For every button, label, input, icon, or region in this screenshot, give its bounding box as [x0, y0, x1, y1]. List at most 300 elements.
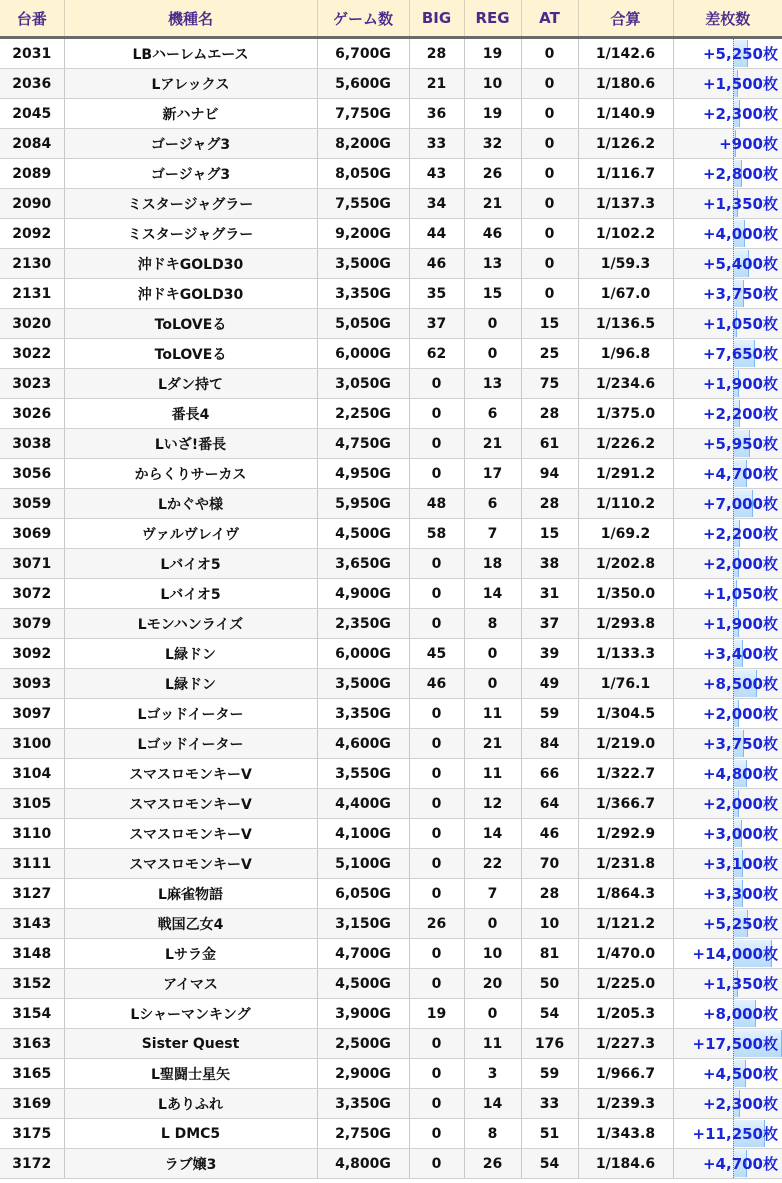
- machine-name-cell: ヴァルヴレイヴ: [64, 519, 317, 549]
- machine-number-cell: 3092: [0, 639, 64, 669]
- big-count-cell: 35: [409, 279, 464, 309]
- coin-difference-value: +2,000枚: [702, 705, 778, 723]
- reg-count-cell: 14: [464, 819, 521, 849]
- header-big[interactable]: BIG: [409, 0, 464, 38]
- big-count-cell: 0: [409, 1059, 464, 1089]
- reg-count-cell: 0: [464, 639, 521, 669]
- coin-difference-cell: [673, 519, 782, 549]
- machine-number-cell: 3038: [0, 429, 64, 459]
- big-count-cell: 43: [409, 159, 464, 189]
- game-count-cell: 3,500G: [317, 249, 409, 279]
- table-row[interactable]: [0, 38, 782, 69]
- machine-number-cell: 3175: [0, 1119, 64, 1149]
- machine-number-cell: 3165: [0, 1059, 64, 1089]
- combined-probability-cell: 1/96.8: [578, 339, 673, 369]
- combined-probability-cell: 1/133.3: [578, 639, 673, 669]
- coin-difference-value: +17,500枚: [692, 1035, 778, 1053]
- combined-probability-cell: 1/219.0: [578, 729, 673, 759]
- reg-count-cell: 0: [464, 339, 521, 369]
- combined-probability-cell: 1/76.1: [578, 669, 673, 699]
- reg-count-cell: 17: [464, 459, 521, 489]
- coin-difference-cell: [673, 159, 782, 189]
- big-count-cell: 0: [409, 1089, 464, 1119]
- reg-count-cell: 22: [464, 849, 521, 879]
- coin-difference-cell: [673, 1059, 782, 1089]
- big-count-cell: 37: [409, 309, 464, 339]
- game-count-cell: 4,750G: [317, 429, 409, 459]
- table-row[interactable]: [0, 849, 782, 879]
- at-count-cell: 66: [521, 759, 578, 789]
- at-count-cell: 81: [521, 939, 578, 969]
- at-count-cell: 0: [521, 159, 578, 189]
- machine-name-cell: Lゴッドイーター: [64, 729, 317, 759]
- at-count-cell: 15: [521, 309, 578, 339]
- coin-difference-value: +1,500枚: [702, 75, 778, 93]
- reg-count-cell: 0: [464, 309, 521, 339]
- header-machine-number[interactable]: 台番: [0, 0, 64, 38]
- reg-count-cell: 11: [464, 1029, 521, 1059]
- table-row[interactable]: [0, 399, 782, 429]
- machine-number-cell: 2089: [0, 159, 64, 189]
- table-row[interactable]: [0, 1089, 782, 1119]
- table-row[interactable]: [0, 519, 782, 549]
- table-row[interactable]: [0, 1059, 782, 1089]
- combined-probability-cell: 1/470.0: [578, 939, 673, 969]
- coin-difference-cell: [673, 909, 782, 939]
- game-count-cell: 3,150G: [317, 909, 409, 939]
- at-count-cell: 0: [521, 219, 578, 249]
- table-row[interactable]: [0, 1029, 782, 1059]
- coin-difference-value: +4,700枚: [702, 465, 778, 483]
- machine-name-cell: からくりサーカス: [64, 459, 317, 489]
- at-count-cell: 0: [521, 249, 578, 279]
- machine-name-cell: ゴージャグ3: [64, 159, 317, 189]
- coin-difference-cell: [673, 459, 782, 489]
- big-count-cell: 0: [409, 849, 464, 879]
- coin-difference-value: +14,000枚: [692, 945, 778, 963]
- machine-name-cell: Lかぐや様: [64, 489, 317, 519]
- machine-number-cell: 2090: [0, 189, 64, 219]
- reg-count-cell: 21: [464, 729, 521, 759]
- table-row[interactable]: [0, 309, 782, 339]
- big-count-cell: 46: [409, 669, 464, 699]
- machine-number-cell: 3154: [0, 999, 64, 1029]
- big-count-cell: 34: [409, 189, 464, 219]
- big-count-cell: 0: [409, 399, 464, 429]
- combined-probability-cell: 1/121.2: [578, 909, 673, 939]
- table-row[interactable]: [0, 909, 782, 939]
- coin-difference-cell: [673, 849, 782, 879]
- reg-count-cell: 11: [464, 759, 521, 789]
- table-row[interactable]: [0, 69, 782, 99]
- table-row[interactable]: [0, 129, 782, 159]
- machine-name-cell: ミスタージャグラー: [64, 189, 317, 219]
- table-row[interactable]: [0, 249, 782, 279]
- coin-difference-cell: [673, 69, 782, 99]
- coin-difference-cell: [673, 219, 782, 249]
- machine-name-cell: Lアレックス: [64, 69, 317, 99]
- combined-probability-cell: 1/126.2: [578, 129, 673, 159]
- at-count-cell: 0: [521, 99, 578, 129]
- reg-count-cell: 13: [464, 249, 521, 279]
- coin-difference-cell: [673, 549, 782, 579]
- at-count-cell: 0: [521, 129, 578, 159]
- machine-number-cell: 2036: [0, 69, 64, 99]
- at-count-cell: 0: [521, 279, 578, 309]
- table-header: [0, 0, 782, 38]
- table-row[interactable]: [0, 369, 782, 399]
- table-row[interactable]: [0, 429, 782, 459]
- game-count-cell: 8,200G: [317, 129, 409, 159]
- coin-difference-cell: [673, 1089, 782, 1119]
- at-count-cell: 54: [521, 1149, 578, 1179]
- combined-probability-cell: 1/239.3: [578, 1089, 673, 1119]
- reg-count-cell: 32: [464, 129, 521, 159]
- machine-name-cell: Lシャーマンキング: [64, 999, 317, 1029]
- combined-probability-cell: 1/322.7: [578, 759, 673, 789]
- reg-count-cell: 3: [464, 1059, 521, 1089]
- coin-difference-value: +8,500枚: [702, 675, 778, 693]
- machine-name-cell: Lありふれ: [64, 1089, 317, 1119]
- game-count-cell: 4,800G: [317, 1149, 409, 1179]
- coin-difference-value: +3,750枚: [702, 735, 778, 753]
- reg-count-cell: 0: [464, 909, 521, 939]
- game-count-cell: 6,050G: [317, 879, 409, 909]
- reg-count-cell: 6: [464, 489, 521, 519]
- at-count-cell: 0: [521, 69, 578, 99]
- coin-difference-cell: [673, 279, 782, 309]
- big-count-cell: 0: [409, 549, 464, 579]
- header-game-count[interactable]: ゲーム数: [317, 0, 409, 38]
- coin-difference-cell: [673, 729, 782, 759]
- coin-difference-cell: [673, 1029, 782, 1059]
- coin-difference-value: +900枚: [719, 135, 778, 153]
- coin-difference-cell: [673, 129, 782, 159]
- big-count-cell: 0: [409, 1119, 464, 1149]
- reg-count-cell: 11: [464, 699, 521, 729]
- machine-name-cell: Lサラ金: [64, 939, 317, 969]
- reg-count-cell: 18: [464, 549, 521, 579]
- coin-difference-value: +4,500枚: [702, 1065, 778, 1083]
- combined-probability-cell: 1/375.0: [578, 399, 673, 429]
- combined-probability-cell: 1/67.0: [578, 279, 673, 309]
- machine-number-cell: 2092: [0, 219, 64, 249]
- machine-number-cell: 3104: [0, 759, 64, 789]
- at-count-cell: 61: [521, 429, 578, 459]
- combined-probability-cell: 1/205.3: [578, 999, 673, 1029]
- big-count-cell: 45: [409, 639, 464, 669]
- machine-number-cell: 3105: [0, 789, 64, 819]
- big-count-cell: 0: [409, 609, 464, 639]
- header-combined-probability[interactable]: 合算: [578, 0, 673, 38]
- machine-number-cell: 3056: [0, 459, 64, 489]
- machine-number-cell: 3097: [0, 699, 64, 729]
- big-count-cell: 36: [409, 99, 464, 129]
- reg-count-cell: 8: [464, 1119, 521, 1149]
- reg-count-cell: 6: [464, 399, 521, 429]
- table-row[interactable]: [0, 219, 782, 249]
- table-row[interactable]: [0, 549, 782, 579]
- big-count-cell: 0: [409, 429, 464, 459]
- machine-name-cell: スマスロモンキーV: [64, 819, 317, 849]
- table-row[interactable]: [0, 699, 782, 729]
- machine-number-cell: 3163: [0, 1029, 64, 1059]
- table-row[interactable]: [0, 969, 782, 999]
- combined-probability-cell: 1/350.0: [578, 579, 673, 609]
- coin-difference-value: +5,250枚: [702, 915, 778, 933]
- game-count-cell: 2,900G: [317, 1059, 409, 1089]
- game-count-cell: 6,700G: [317, 38, 409, 69]
- big-count-cell: 0: [409, 969, 464, 999]
- game-count-cell: 2,500G: [317, 1029, 409, 1059]
- at-count-cell: 0: [521, 189, 578, 219]
- game-count-cell: 6,000G: [317, 639, 409, 669]
- table-row[interactable]: [0, 999, 782, 1029]
- game-count-cell: 3,350G: [317, 279, 409, 309]
- table-body: [0, 38, 782, 1179]
- machine-number-cell: 3072: [0, 579, 64, 609]
- machine-name-cell: Lいざ!番長: [64, 429, 317, 459]
- at-count-cell: 39: [521, 639, 578, 669]
- big-count-cell: 44: [409, 219, 464, 249]
- coin-difference-value: +4,700枚: [702, 1155, 778, 1173]
- big-count-cell: 0: [409, 789, 464, 819]
- machine-number-cell: 3111: [0, 849, 64, 879]
- game-count-cell: 7,750G: [317, 99, 409, 129]
- table-row[interactable]: [0, 879, 782, 909]
- combined-probability-cell: 1/292.9: [578, 819, 673, 849]
- combined-probability-cell: 1/343.8: [578, 1119, 673, 1149]
- at-count-cell: 33: [521, 1089, 578, 1119]
- game-count-cell: 5,600G: [317, 69, 409, 99]
- game-count-cell: 2,750G: [317, 1119, 409, 1149]
- coin-difference-value: +1,900枚: [702, 615, 778, 633]
- coin-difference-value: +2,800枚: [702, 165, 778, 183]
- machine-name-cell: Lゴッドイーター: [64, 699, 317, 729]
- header-at[interactable]: AT: [521, 0, 578, 38]
- combined-probability-cell: 1/966.7: [578, 1059, 673, 1089]
- table-row[interactable]: [0, 279, 782, 309]
- machine-name-cell: ToLOVEる: [64, 309, 317, 339]
- big-count-cell: 33: [409, 129, 464, 159]
- big-count-cell: 0: [409, 459, 464, 489]
- big-count-cell: 58: [409, 519, 464, 549]
- game-count-cell: 4,950G: [317, 459, 409, 489]
- table-row[interactable]: [0, 819, 782, 849]
- machine-name-cell: Sister Quest: [64, 1029, 317, 1059]
- machine-number-cell: 3026: [0, 399, 64, 429]
- machine-number-cell: 3071: [0, 549, 64, 579]
- at-count-cell: 28: [521, 489, 578, 519]
- coin-difference-cell: [673, 369, 782, 399]
- table-row[interactable]: [0, 459, 782, 489]
- machine-number-cell: 2084: [0, 129, 64, 159]
- machine-number-cell: 3100: [0, 729, 64, 759]
- reg-count-cell: 7: [464, 519, 521, 549]
- reg-count-cell: 46: [464, 219, 521, 249]
- coin-difference-value: +3,400枚: [702, 645, 778, 663]
- coin-difference-cell: [673, 99, 782, 129]
- reg-count-cell: 15: [464, 279, 521, 309]
- coin-difference-value: +2,200枚: [702, 405, 778, 423]
- game-count-cell: 4,600G: [317, 729, 409, 759]
- combined-probability-cell: 1/137.3: [578, 189, 673, 219]
- at-count-cell: 28: [521, 879, 578, 909]
- at-count-cell: 50: [521, 969, 578, 999]
- machine-number-cell: 3143: [0, 909, 64, 939]
- table-row[interactable]: [0, 759, 782, 789]
- machine-name-cell: L緑ドン: [64, 669, 317, 699]
- coin-difference-value: +2,300枚: [702, 1095, 778, 1113]
- at-count-cell: 10: [521, 909, 578, 939]
- machine-name-cell: ゴージャグ3: [64, 129, 317, 159]
- at-count-cell: 94: [521, 459, 578, 489]
- reg-count-cell: 19: [464, 99, 521, 129]
- coin-difference-value: +2,200枚: [702, 525, 778, 543]
- game-count-cell: 3,350G: [317, 1089, 409, 1119]
- at-count-cell: 176: [521, 1029, 578, 1059]
- combined-probability-cell: 1/184.6: [578, 1149, 673, 1179]
- game-count-cell: 9,200G: [317, 219, 409, 249]
- game-count-cell: 4,500G: [317, 969, 409, 999]
- coin-difference-value: +1,050枚: [702, 315, 778, 333]
- combined-probability-cell: 1/180.6: [578, 69, 673, 99]
- machine-number-cell: 3079: [0, 609, 64, 639]
- coin-difference-value: +1,350枚: [702, 195, 778, 213]
- reg-count-cell: 7: [464, 879, 521, 909]
- at-count-cell: 15: [521, 519, 578, 549]
- machine-name-cell: LBハーレムエース: [64, 38, 317, 69]
- game-count-cell: 3,050G: [317, 369, 409, 399]
- combined-probability-cell: 1/291.2: [578, 459, 673, 489]
- game-count-cell: 4,900G: [317, 579, 409, 609]
- machine-number-cell: 3152: [0, 969, 64, 999]
- big-count-cell: 0: [409, 729, 464, 759]
- big-count-cell: 0: [409, 879, 464, 909]
- combined-probability-cell: 1/202.8: [578, 549, 673, 579]
- at-count-cell: 59: [521, 699, 578, 729]
- table-row[interactable]: [0, 579, 782, 609]
- reg-count-cell: 13: [464, 369, 521, 399]
- machine-name-cell: L緑ドン: [64, 639, 317, 669]
- header-coin-difference[interactable]: 差枚数: [673, 0, 782, 38]
- at-count-cell: 54: [521, 999, 578, 1029]
- machine-name-cell: 新ハナビ: [64, 99, 317, 129]
- coin-difference-cell: [673, 249, 782, 279]
- machine-number-cell: 3059: [0, 489, 64, 519]
- game-count-cell: 3,500G: [317, 669, 409, 699]
- game-count-cell: 6,000G: [317, 339, 409, 369]
- combined-probability-cell: 1/140.9: [578, 99, 673, 129]
- at-count-cell: 70: [521, 849, 578, 879]
- header-machine-name[interactable]: 機種名: [64, 0, 317, 38]
- machine-name-cell: Lダン持て: [64, 369, 317, 399]
- coin-difference-cell: [673, 309, 782, 339]
- machine-name-cell: L聖闘士星矢: [64, 1059, 317, 1089]
- coin-difference-value: +3,000枚: [702, 825, 778, 843]
- table-row[interactable]: [0, 669, 782, 699]
- machine-number-cell: 3127: [0, 879, 64, 909]
- machine-number-cell: 3148: [0, 939, 64, 969]
- table-row[interactable]: [0, 339, 782, 369]
- machine-number-cell: 3172: [0, 1149, 64, 1179]
- table-row[interactable]: [0, 1119, 782, 1149]
- reg-count-cell: 26: [464, 159, 521, 189]
- coin-difference-value: +5,250枚: [702, 45, 778, 63]
- machine-number-cell: 3020: [0, 309, 64, 339]
- at-count-cell: 46: [521, 819, 578, 849]
- coin-difference-cell: [673, 819, 782, 849]
- machine-name-cell: ToLOVEる: [64, 339, 317, 369]
- coin-difference-value: +5,950枚: [702, 435, 778, 453]
- coin-difference-value: +4,800枚: [702, 765, 778, 783]
- coin-difference-cell: [673, 939, 782, 969]
- reg-count-cell: 10: [464, 939, 521, 969]
- machine-name-cell: ラブ嬢3: [64, 1149, 317, 1179]
- game-count-cell: 7,550G: [317, 189, 409, 219]
- combined-probability-cell: 1/864.3: [578, 879, 673, 909]
- machine-name-cell: ミスタージャグラー: [64, 219, 317, 249]
- game-count-cell: 4,400G: [317, 789, 409, 819]
- table-row[interactable]: [0, 939, 782, 969]
- big-count-cell: 0: [409, 699, 464, 729]
- coin-difference-value: +3,100枚: [702, 855, 778, 873]
- table-row[interactable]: [0, 1149, 782, 1179]
- coin-difference-value: +1,050枚: [702, 585, 778, 603]
- combined-probability-cell: 1/136.5: [578, 309, 673, 339]
- table-row[interactable]: [0, 729, 782, 759]
- coin-difference-value: +2,300枚: [702, 105, 778, 123]
- header-reg[interactable]: REG: [464, 0, 521, 38]
- coin-difference-value: +1,350枚: [702, 975, 778, 993]
- machine-name-cell: アイマス: [64, 969, 317, 999]
- table-row[interactable]: [0, 609, 782, 639]
- reg-count-cell: 14: [464, 1089, 521, 1119]
- coin-difference-cell: [673, 579, 782, 609]
- machine-name-cell: Lバイオ5: [64, 579, 317, 609]
- coin-difference-cell: [673, 1149, 782, 1179]
- big-count-cell: 19: [409, 999, 464, 1029]
- reg-count-cell: 19: [464, 38, 521, 69]
- coin-difference-cell: [673, 759, 782, 789]
- big-count-cell: 0: [409, 1149, 464, 1179]
- big-count-cell: 0: [409, 819, 464, 849]
- coin-difference-cell: [673, 969, 782, 999]
- machine-name-cell: 沖ドキGOLD30: [64, 249, 317, 279]
- big-count-cell: 0: [409, 369, 464, 399]
- reg-count-cell: 20: [464, 969, 521, 999]
- machine-number-cell: 3022: [0, 339, 64, 369]
- table-row[interactable]: [0, 159, 782, 189]
- coin-difference-value: +2,000枚: [702, 555, 778, 573]
- game-count-cell: 4,700G: [317, 939, 409, 969]
- table-row[interactable]: [0, 99, 782, 129]
- coin-difference-cell: [673, 399, 782, 429]
- combined-probability-cell: 1/116.7: [578, 159, 673, 189]
- table-row[interactable]: [0, 789, 782, 819]
- big-count-cell: 28: [409, 38, 464, 69]
- combined-probability-cell: 1/225.0: [578, 969, 673, 999]
- reg-count-cell: 14: [464, 579, 521, 609]
- reg-count-cell: 21: [464, 189, 521, 219]
- coin-difference-cell: [673, 609, 782, 639]
- combined-probability-cell: 1/69.2: [578, 519, 673, 549]
- machine-number-cell: 3069: [0, 519, 64, 549]
- table-row[interactable]: [0, 639, 782, 669]
- game-count-cell: 2,350G: [317, 609, 409, 639]
- table-row[interactable]: [0, 489, 782, 519]
- table-row[interactable]: [0, 189, 782, 219]
